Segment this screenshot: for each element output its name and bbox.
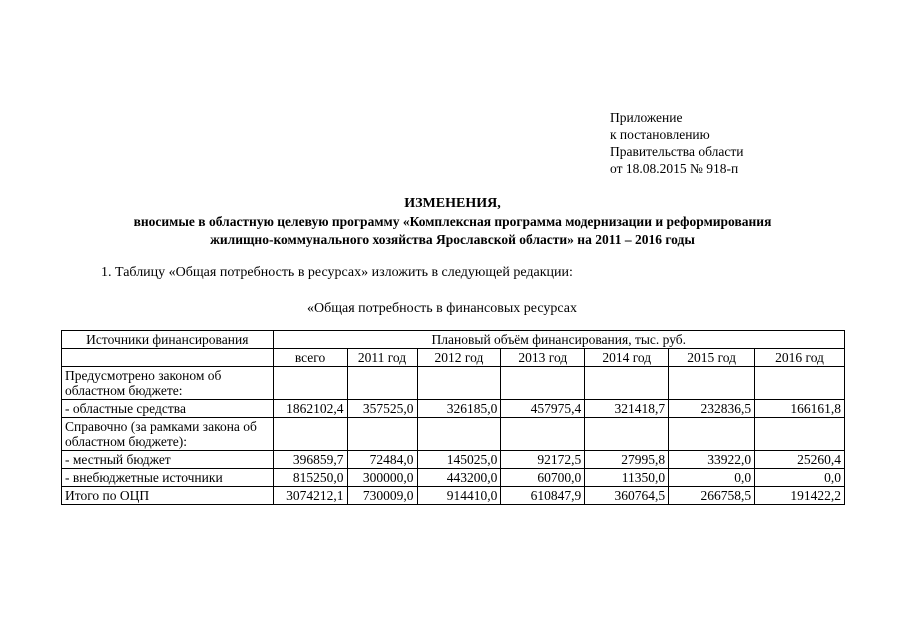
subheader-2014: 2014 год xyxy=(585,349,669,367)
appendix-line-3: Правительства области xyxy=(610,144,744,159)
table-caption: «Общая потребность в финансовых ресурсах xyxy=(307,301,577,316)
document-heading: ИЗМЕНЕНИЯ, xyxy=(404,196,501,211)
cell-2013: 457975,4 xyxy=(501,400,585,418)
appendix-line-1: Приложение xyxy=(610,110,683,125)
section-reference-label: Справочно (за рамками закона об областном бюджете): xyxy=(62,418,274,451)
cell-total: 3074212,1 xyxy=(273,487,347,505)
table-row-total xyxy=(62,487,845,505)
cell-2014: 27995,8 xyxy=(585,451,669,469)
subheader-2012: 2012 год xyxy=(417,349,501,367)
document-subtitle-line-1: вносимые в областную целевую программу «Комплексная программа модернизации и реформирования xyxy=(133,214,772,229)
cell-2013: 60700,0 xyxy=(501,469,585,487)
paragraph-1: 1. Таблицу «Общая потребность в ресурсах» изложить в следующей редакции: xyxy=(101,265,573,280)
cell-2011: 72484,0 xyxy=(347,451,417,469)
cell-2013: 610847,9 xyxy=(501,487,585,505)
table-row-section-budget xyxy=(62,367,845,400)
cell-total: 815250,0 xyxy=(273,469,347,487)
document-subtitle-line-2: жилищно-коммунального хозяйства Ярославской области» на 2011 – 2016 годы xyxy=(210,232,695,247)
cell-2011: 300000,0 xyxy=(347,469,417,487)
subheader-total: всего xyxy=(273,349,347,367)
table-row-local xyxy=(62,451,845,469)
appendix-line-4: от 18.08.2015 № 918-п xyxy=(610,161,739,176)
section-budget-label: Предусмотрено законом об областном бюджете: xyxy=(62,367,274,400)
cell-2016: 25260,4 xyxy=(755,451,845,469)
cell-2013: 92172,5 xyxy=(501,451,585,469)
cell-2014: 321418,7 xyxy=(585,400,669,418)
row-label: - местный бюджет xyxy=(62,451,274,469)
table-row-section-reference xyxy=(62,418,845,451)
cell-2011: 730009,0 xyxy=(347,487,417,505)
cell-total: 1862102,4 xyxy=(273,400,347,418)
cell-2016: 0,0 xyxy=(755,469,845,487)
cell-2014: 360764,5 xyxy=(585,487,669,505)
subheader-empty xyxy=(62,349,274,367)
cell-total: 396859,7 xyxy=(273,451,347,469)
header-planned-financing: Плановый объём финансирования, тыс. руб. xyxy=(273,331,844,349)
cell-2012: 443200,0 xyxy=(417,469,501,487)
appendix-line-2: к постановлению xyxy=(610,127,710,142)
table-subheader-row xyxy=(62,349,845,367)
cell-2012: 914410,0 xyxy=(417,487,501,505)
cell-2012: 145025,0 xyxy=(417,451,501,469)
cell-2016: 191422,2 xyxy=(755,487,845,505)
cell-2012: 326185,0 xyxy=(417,400,501,418)
subheader-2011: 2011 год xyxy=(347,349,417,367)
table-row-extrabudgetary xyxy=(62,469,845,487)
cell-2015: 232836,5 xyxy=(669,400,755,418)
cell-2015: 0,0 xyxy=(669,469,755,487)
row-label: Итого по ОЦП xyxy=(62,487,274,505)
table-row-regional xyxy=(62,400,845,418)
table-header-row xyxy=(62,331,845,349)
subheader-2013: 2013 год xyxy=(501,349,585,367)
header-sources: Источники финансирования xyxy=(62,331,274,349)
cell-2015: 33922,0 xyxy=(669,451,755,469)
row-label: - внебюджетные источники xyxy=(62,469,274,487)
row-label: - областные средства xyxy=(62,400,274,418)
cell-2011: 357525,0 xyxy=(347,400,417,418)
subheader-2015: 2015 год xyxy=(669,349,755,367)
cell-2014: 11350,0 xyxy=(585,469,669,487)
cell-2015: 266758,5 xyxy=(669,487,755,505)
subheader-2016: 2016 год xyxy=(755,349,845,367)
cell-2016: 166161,8 xyxy=(755,400,845,418)
financing-table xyxy=(61,330,845,505)
appendix-block xyxy=(610,109,743,177)
